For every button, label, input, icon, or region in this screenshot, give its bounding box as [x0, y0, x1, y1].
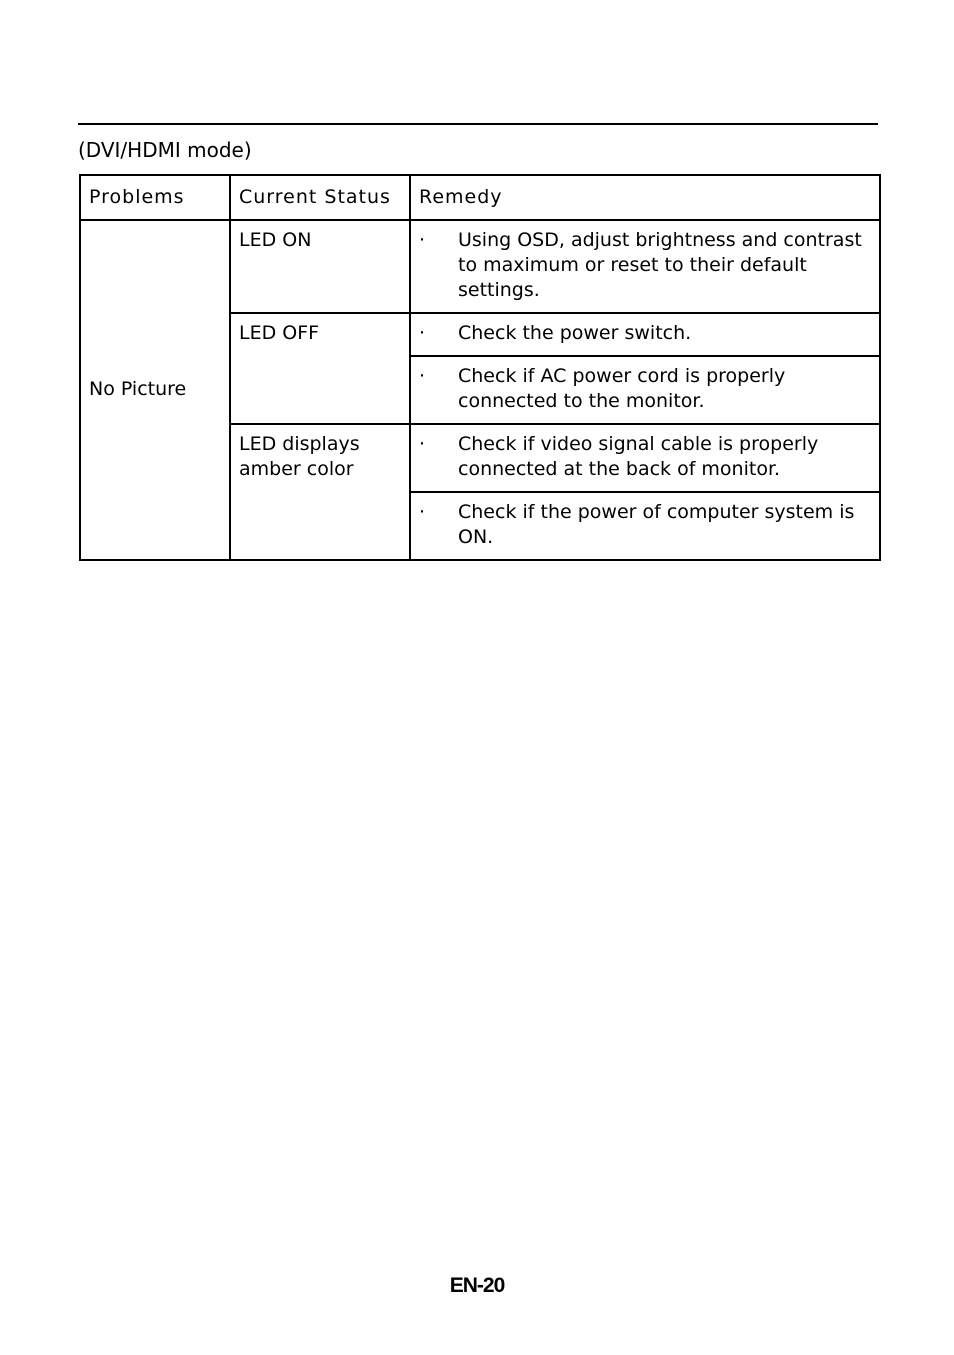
remedy-item — [419, 228, 871, 303]
header-remedy: Remedy — [410, 175, 880, 220]
bullet: · — [419, 501, 426, 523]
status-cell: LED displays amber color — [230, 424, 410, 560]
section-title: (DVI/HDMI mode) — [78, 138, 252, 162]
remedy-cell — [410, 313, 880, 356]
remedy-text: Check if AC power cord is properly connected to the monitor. — [458, 365, 786, 412]
remedy-cell — [410, 356, 880, 424]
page-number: EN-20 — [449, 1274, 505, 1297]
remedy-item — [419, 432, 871, 482]
remedy-cell — [410, 492, 880, 560]
remedy-text: Check if the power of computer system is ON. — [458, 501, 855, 548]
bullet: · — [419, 322, 426, 344]
status-cell: LED OFF — [230, 313, 410, 424]
table-row — [80, 220, 880, 313]
top-rule — [78, 123, 878, 125]
remedy-text: Check if video signal cable is properly connected at the back of monitor. — [458, 433, 819, 480]
header-current-status: Current Status — [230, 175, 410, 220]
remedy-item — [419, 321, 871, 346]
bullet: · — [419, 433, 426, 455]
remedy-text: Check the power switch. — [458, 322, 692, 344]
problem-cell: No Picture — [80, 220, 230, 560]
troubleshooting-table — [79, 174, 881, 561]
table-header-row — [80, 175, 880, 220]
remedy-item — [419, 364, 871, 414]
remedy-cell — [410, 424, 880, 492]
status-cell: LED ON — [230, 220, 410, 313]
bullet: · — [419, 229, 426, 251]
bullet: · — [419, 365, 426, 387]
remedy-item — [419, 500, 871, 550]
remedy-cell — [410, 220, 880, 313]
remedy-text: Using OSD, adjust brightness and contrast to maximum or reset to their default settings. — [458, 229, 862, 301]
header-problems: Problems — [80, 175, 230, 220]
